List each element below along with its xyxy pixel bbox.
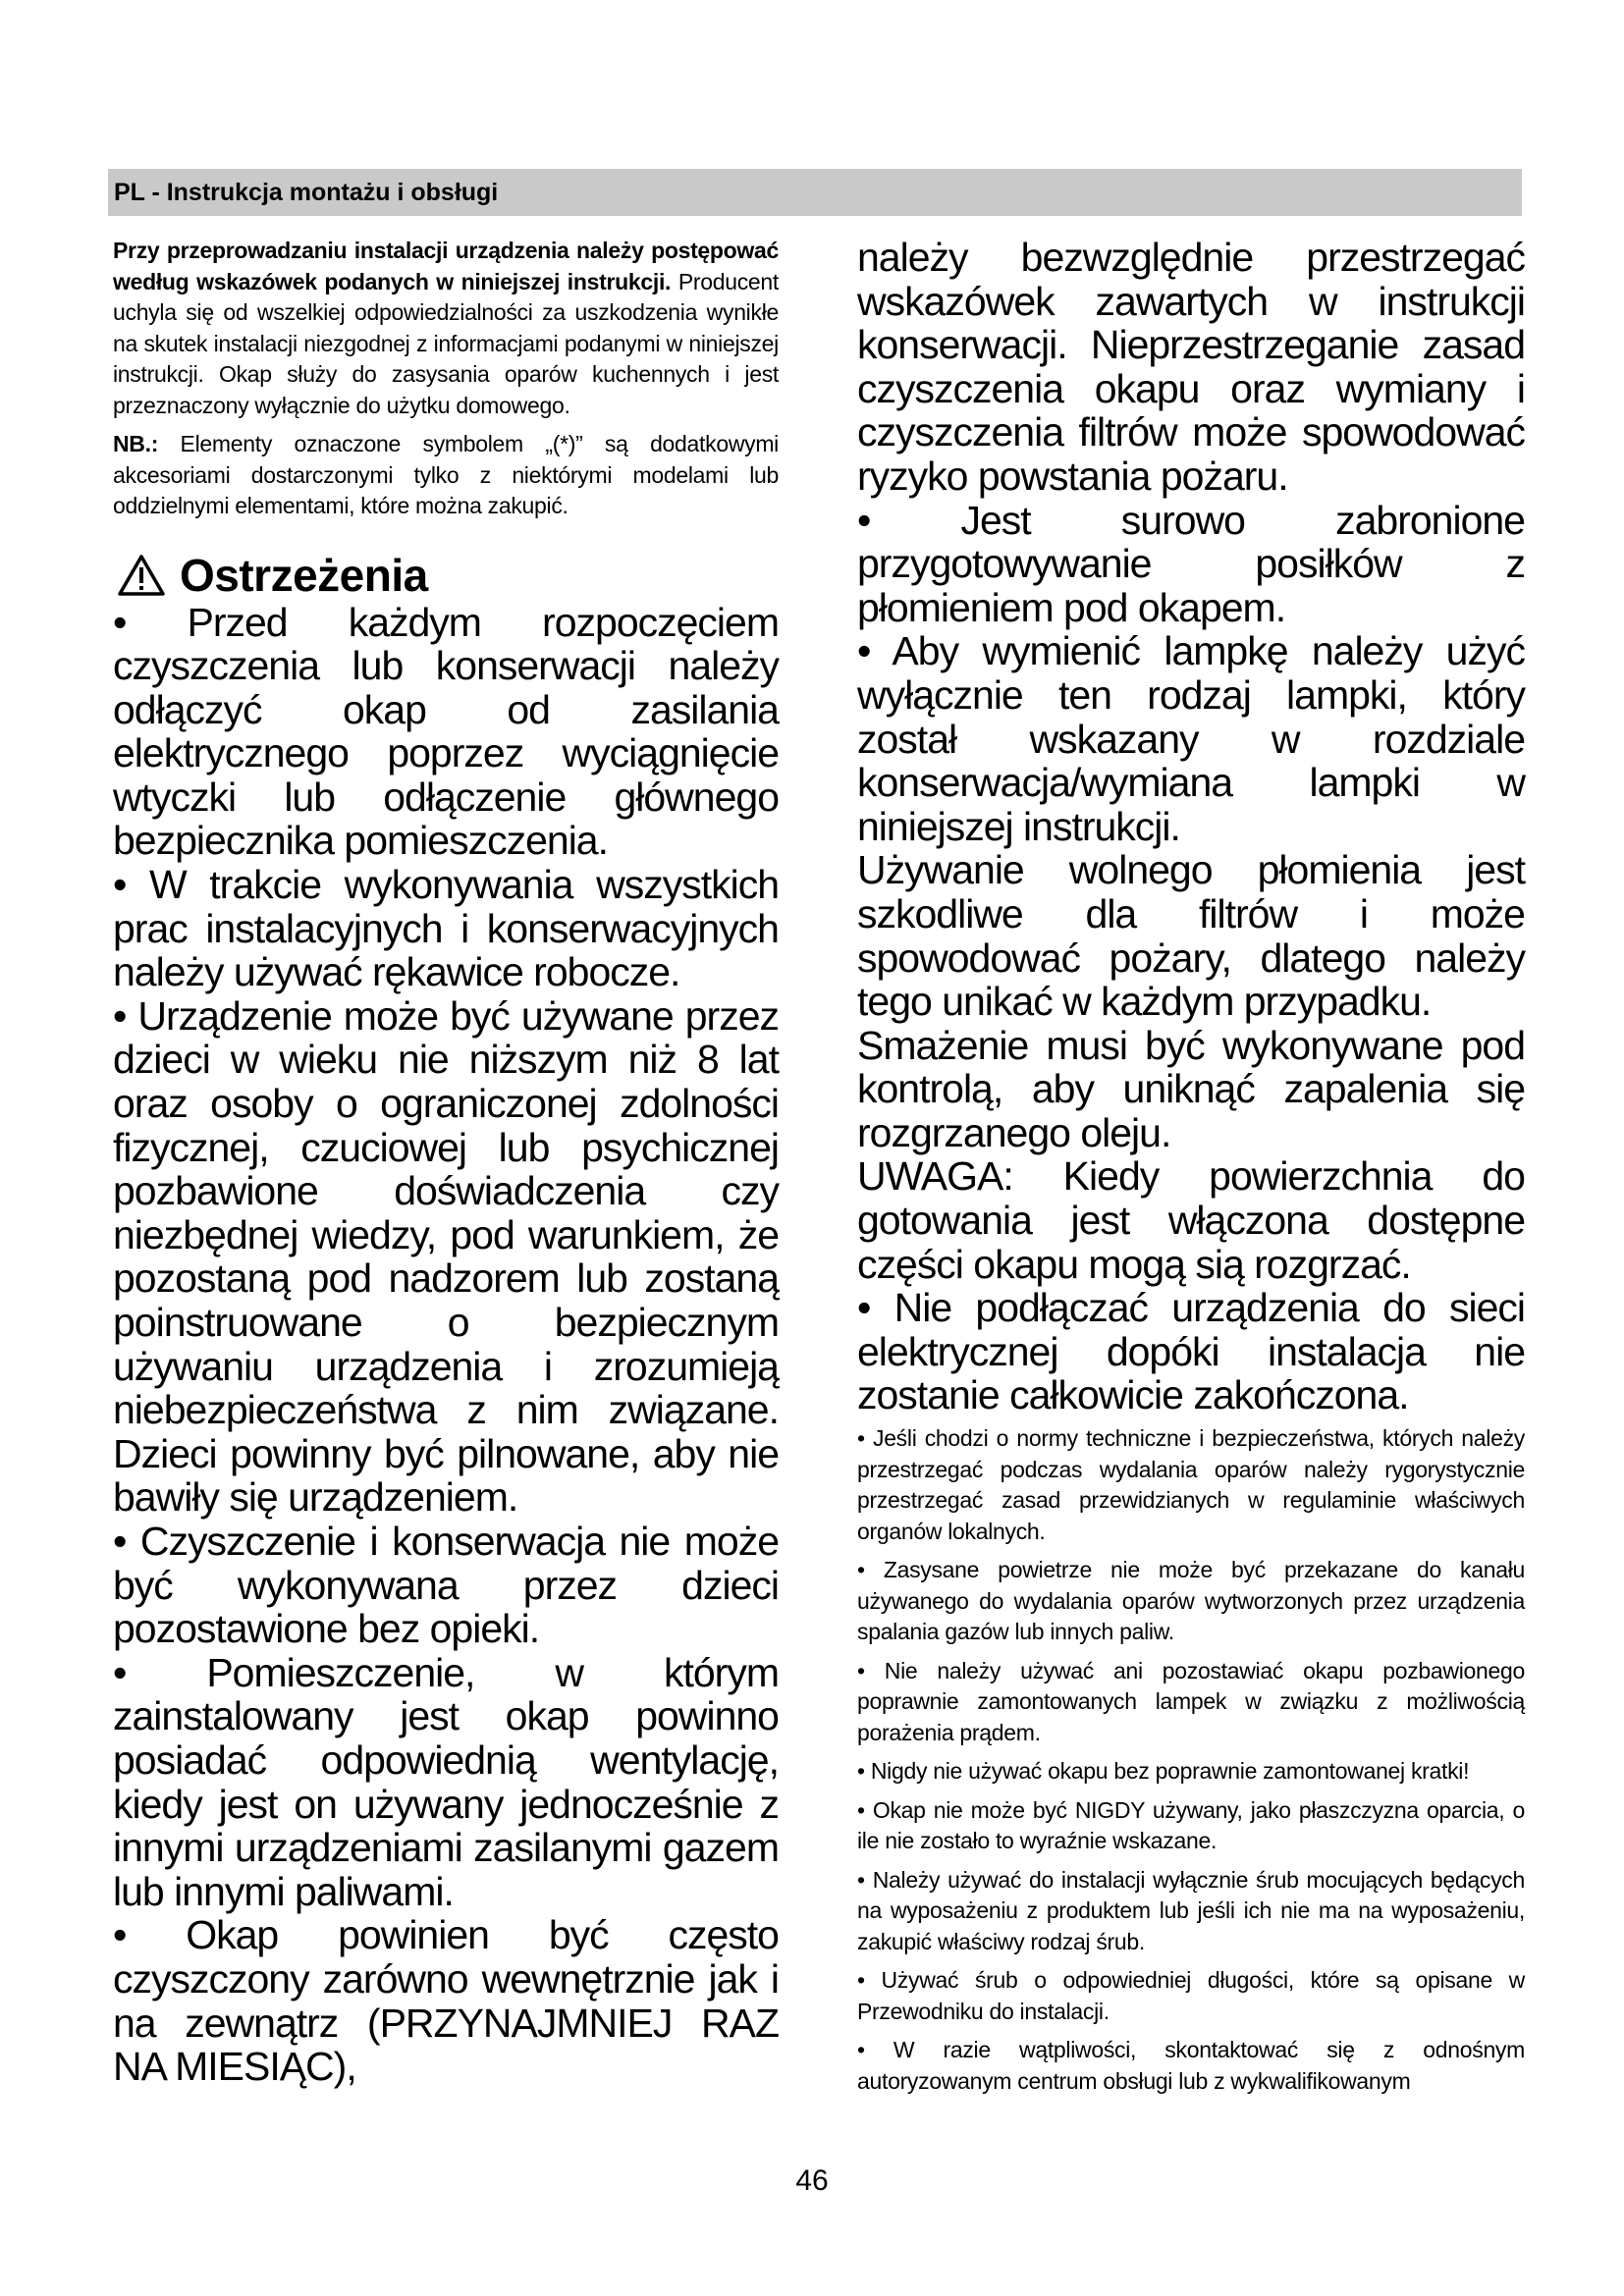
warning-item: należy bezwzględnie przestrzegać wskazówek zawartych w instrukcji konserwacji. Nieprzestrzeganie zasad czyszczenia okapu oraz wymiany i czyszczenia filtrów może spowodować ryzyko powstania pożaru. (857, 235, 1525, 499)
left-column (113, 236, 779, 2089)
small-warning-item: • Używać śrub o odpowiedniej długości, które są opisane w Przewodniku do instalacji. (857, 1967, 1525, 2024)
nb-label: NB.: (113, 431, 159, 456)
small-warning-item: • Zasysane powietrze nie może być przekazane do kanału używanego do wydalania oparów wytworzonych przez urządzenia spalania gazów lub innych paliw. (857, 1557, 1525, 1645)
warning-item: Używanie wolnego płomienia jest szkodliwe dla filtrów i może spowodować pożary, dlatego należy tego unikać w każdym przypadku. (857, 847, 1525, 1025)
intro-text: Producent uchyla się od wszelkiej odpowiedzialności za uszkodzenia wynikłe na skutek instalacji niezgodnej z informacjami podanymi w niniejszej instrukcji. Okap służy do zasysania oparów kuchennych i jest przeznaczony wyłącznie do użytku domowego. (113, 268, 780, 418)
warning-item: • Jest surowo zabronione przygotowywanie posiłków z płomieniem pod okapem. (857, 497, 1525, 630)
warning-item: • W trakcie wykonywania wszystkich prac instalacyjnych i konserwacyjnych należy używać rękawice robocze. (113, 862, 779, 995)
small-warning-item: • Należy używać do instalacji wyłącznie śrub mocujących będących na wyposażeniu z produktem lub jeśli ich nie ma na wyposażeniu, zakupić właściwy rodzaj śrub. (857, 1866, 1525, 1954)
intro-paragraph (113, 236, 779, 421)
small-warning-item: • Okap nie może być NIGDY używany, jako płaszczyzna oparcia, o ile nie zostało to wyraźnie wskazane. (857, 1796, 1525, 1854)
warning-item: • Okap powinien być często czyszczony zarówno wewnętrznie jak i na zewnątrz (PRZYNAJMNIEJ RAZ NA MIESIĄC), (113, 1912, 779, 2090)
page-number: 46 (795, 2164, 829, 2197)
nb-paragraph (113, 429, 779, 522)
warning-item: • Aby wymienić lampkę należy użyć wyłącznie ten rodzaj lampki, który został wskazany w rozdziale konserwacja/wymiana lampki w niniejszej instrukcji. (857, 628, 1525, 849)
small-warning-item: • Nigdy nie używać okapu bez poprawnie zamontowanej kratki! (857, 1758, 1470, 1785)
warning-item: • Czyszczenie i konserwacja nie może być wykonywana przez dzieci pozostawione bez opieki. (113, 1518, 779, 1652)
warning-item: UWAGA: Kiedy powierzchnia do gotowania jest włączona dostępne części okapu mogą sią rozgrzać. (857, 1153, 1525, 1287)
warning-item: • Pomieszczenie, w którym zainstalowany jest okap powinno posiadać odpowiednią wentylację, kiedy jest on używany jednocześnie z innymi urządzeniami zasilanymi gazem lub innymi paliwami. (113, 1649, 779, 1914)
warnings-title: Ostrzeżenia (180, 549, 428, 601)
section-header: PL - Instrukcja montażu i obsługi (108, 169, 1522, 216)
warning-item: Smażenie musi być wykonywane pod kontrolą, aby uniknąć zapalenia się rozgrzanego oleju. (857, 1022, 1525, 1155)
warning-item: • Przed każdym rozpoczęciem czyszczenia lub konserwacji należy odłączyć okap od zasilania elektrycznego poprzez wyciągnięcie wtyczki lub odłączenie głównego bezpiecznika pomieszczenia. (113, 599, 779, 864)
warning-item: • Nie podłączać urządzenia do sieci elektrycznej dopóki instalacja nie zostanie całkowicie zakończona. (857, 1285, 1525, 1418)
nb-text: Elementy oznaczone symbolem „(*)” są dodatkowymi akcesoriami dostarczonymi tylko z niektórymi modelami lub oddzielnymi elementami, które można zakupić. (113, 431, 779, 518)
warning-triangle-icon (117, 554, 166, 597)
intro-bold-lead: Przy przeprowadzaniu instalacji urządzenia należy postępować według wskazówek podanych w niniejszej instrukcji. (113, 238, 779, 294)
warning-item: • Urządzenie może być używane przez dzieci w wieku nie niższym niż 8 lat oraz osoby o ograniczonej zdolności fizycznej, czuciowej lub psychicznej pozbawione doświadczenia czy niezbędnej wiedzy, pod warunkiem, że pozostaną pod nadzorem lub zostaną poinstruowane o bezpiecznym używaniu urządzenia i zrozumieją niebezpieczeństwa z nim związane. Dzieci powinny być pilnowane, aby nie bawiły się urządzeniem. (113, 992, 779, 1521)
small-warning-item: • Jeśli chodzi o normy techniczne i bezpieczeństwa, których należy przestrzegać podczas wydalania oparów należy rygorystycznie przestrzegać zasad przewidzianych w regulaminie właściwych organów lokalnych. (857, 1425, 1525, 1544)
warnings-heading (113, 550, 779, 601)
small-warning-item: • W razie wątpliwości, skontaktować się z odnośnym autoryzowanym centrum obsługi lub z wykwalifikowanym (857, 2037, 1525, 2094)
small-warning-item: • Nie należy używać ani pozostawiać okapu pozbawionego poprawnie zamontowanych lampek w związku z możliwością porażenia prądem. (857, 1657, 1525, 1745)
right-column (857, 236, 1525, 2097)
